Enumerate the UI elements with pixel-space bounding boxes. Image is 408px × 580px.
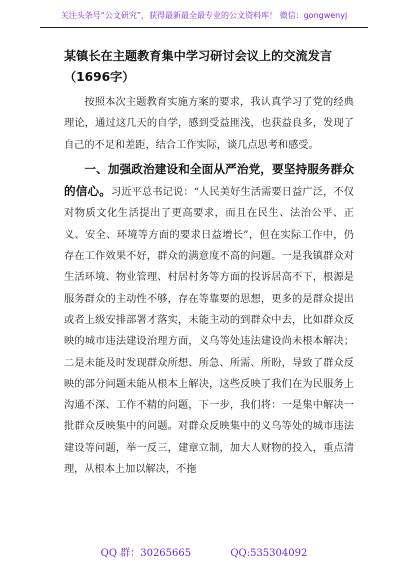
footer-qq: QQ:535304092 [230,548,308,559]
intro-paragraph: 按照本次主题教育实施方案的要求，我认真学习了党的经典理论，通过这几天的自学，感到受益匪浅，也获益良多，发现了自己的不足和差距，结合工作实际，谈几点思考和感受。 [64,97,354,151]
document-body [64,46,354,480]
footer-qq-group: QQ 群：30265665 [100,548,192,559]
footer-contact [0,544,408,559]
section-1-paragraph [64,159,354,480]
footer-bar [0,540,408,580]
section-1-body: 习近平总书记说：“人民美好生活需要日益广泛，不仅对物质文化生活提出了更高要求，而且在民生、法治公平、正义、安全、环境等方面的要求日益增长”，但在实际工作中，仍存在工作效果不好，群众的满意度不高的问题。一是我镇群众对生活环境、物业管理、村居村务等方面的投诉居高不下，根源是服务群众的主动性不够，存在等靠要的思想，更多的是群众提出或者上级安排部署才落实，未能主动的到群众中去，比如群众反映的城市违法建设治理方面，义乌等处违法建设尚未根本解决；二是未能及时发现群众所想、所急、所需、所盼，导致了群众反映的部分问题未能从根本上解决，这些反映了我们在为民服务上沟通不深、工作不精的问题，下一步，我们将：一是集中解决一批群众反映集中的问题。对群众反映集中的义乌等处的城市违法建设等问题，举一反三，建章立制，加大人财物的投入，重点清理，从根本上加以解决，不拖 [64,187,354,476]
header-banner: 关注头条号“公文研究”，获得最新最全最专业的公文资料库！ 微信：gongwenyj [40,5,368,28]
section-1-heading: 一、加强政治建设和全面从严治党，要坚持服务群众的信心。 [64,161,354,199]
document-title: 某镇长在主题教育集中学习研讨会议上的交流发言（1696字） [64,49,333,84]
